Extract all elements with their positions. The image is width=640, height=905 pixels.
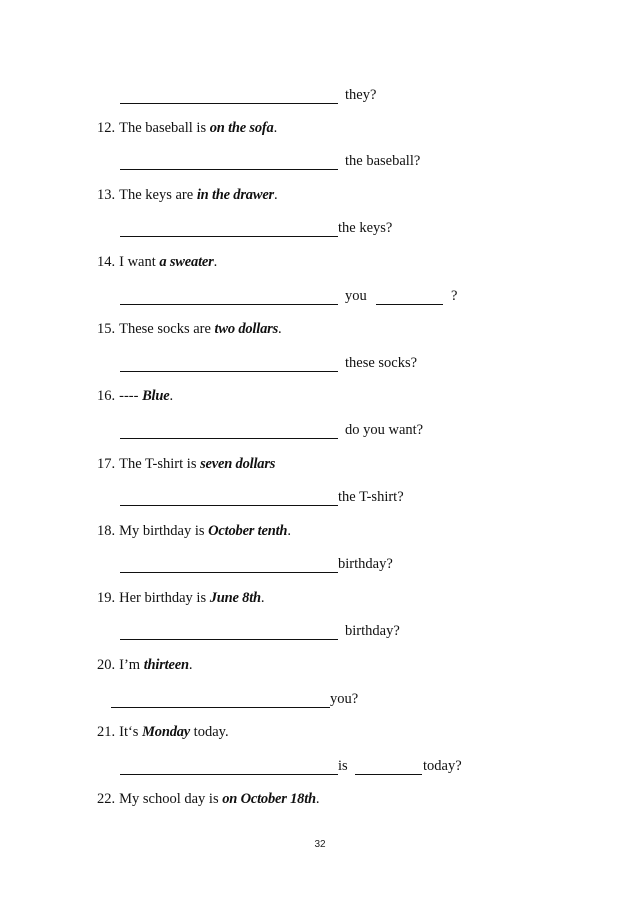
- highlighted-answer: thirteen: [143, 657, 189, 673]
- answer-word: you: [345, 288, 367, 304]
- answer-blank[interactable]: [120, 169, 338, 170]
- answer-blank[interactable]: [120, 103, 338, 104]
- highlighted-answer: October tenth: [208, 523, 288, 539]
- highlighted-answer: Monday: [142, 724, 191, 740]
- highlighted-answer: in the drawer: [196, 187, 274, 203]
- answer-word: the baseball?: [345, 153, 421, 169]
- answer-blank[interactable]: [120, 572, 338, 573]
- answer-word: the T-shirt?: [338, 489, 404, 505]
- question-text: 13. The keys are in the drawer.: [97, 187, 278, 203]
- answer-blank[interactable]: [120, 236, 338, 237]
- answer-word: they?: [345, 87, 377, 103]
- question-text: 20. I’m thirteen.: [97, 657, 193, 673]
- answer-blank[interactable]: [120, 438, 338, 439]
- answer-blank-short[interactable]: [355, 774, 422, 775]
- question-text: 17. The T-shirt is seven dollars: [97, 456, 276, 472]
- answer-blank[interactable]: [120, 639, 338, 640]
- page-number: 32: [314, 839, 326, 850]
- question-text: 19. Her birthday is June 8th.: [97, 590, 265, 606]
- answer-blank[interactable]: [120, 505, 338, 506]
- answer-blank-short[interactable]: [376, 304, 443, 305]
- answer-word: ?: [451, 288, 458, 304]
- answer-word: birthday?: [345, 623, 400, 639]
- highlighted-answer: on October 18th: [222, 791, 316, 807]
- question-text: 12. The baseball is on the sofa.: [97, 120, 278, 136]
- question-text: 22. My school day is on October 18th.: [97, 791, 320, 807]
- answer-word: the keys?: [338, 220, 393, 236]
- answer-word: do you want?: [345, 422, 424, 438]
- highlighted-answer: a sweater: [159, 254, 214, 270]
- question-text: 21. It‘s Monday today.: [97, 724, 229, 740]
- highlighted-answer: seven dollars: [200, 456, 276, 472]
- answer-word: is: [338, 758, 348, 774]
- highlighted-answer: on the sofa: [209, 120, 274, 136]
- answer-blank[interactable]: [120, 774, 338, 775]
- answer-word: you?: [330, 691, 359, 707]
- answer-word: birthday?: [338, 556, 393, 572]
- question-text: 16. ---- Blue.: [97, 388, 174, 404]
- highlighted-answer: two dollars: [214, 321, 279, 337]
- question-text: 14. I want a sweater.: [97, 254, 218, 270]
- question-text: 15. These socks are two dollars.: [97, 321, 282, 337]
- highlighted-answer: June 8th: [209, 590, 261, 606]
- answer-blank[interactable]: [111, 707, 330, 708]
- highlighted-answer: Blue: [142, 388, 170, 404]
- answer-word: these socks?: [345, 355, 418, 371]
- answer-blank[interactable]: [120, 304, 338, 305]
- question-text: 18. My birthday is October tenth.: [97, 523, 291, 539]
- answer-word: today?: [423, 758, 462, 774]
- answer-blank[interactable]: [120, 371, 338, 372]
